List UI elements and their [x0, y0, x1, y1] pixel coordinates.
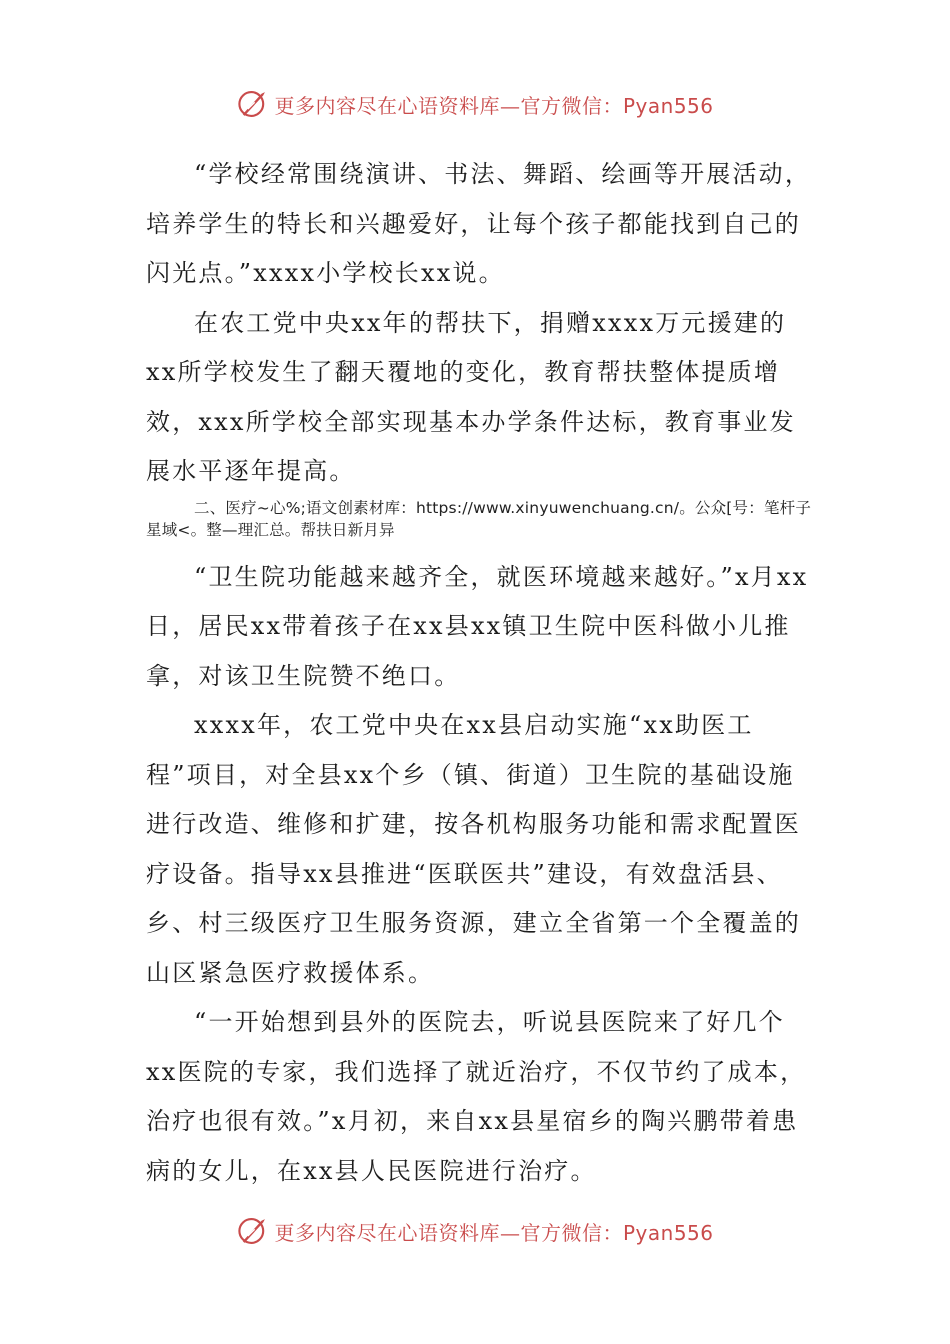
paragraph: “学校经常围绕演讲、书法、舞蹈、绘画等开展活动，培养学生的特长和兴趣爱好，让每个孩子都能找到自己的闪光点。”xxxx小学校长xx说。 — [146, 160, 812, 287]
wechat-id: Pyan556 — [622, 1220, 714, 1245]
section-heading-note: 二、医疗~心%;语文创素材库：https://www.xinyuwenchuang.cn/。公众[号：笔杆子星域<。整—理汇总。帮扶日新月异 — [146, 498, 812, 539]
quill-pen-logo-icon — [236, 1214, 270, 1248]
paragraph: xxxx年，农工党中央在xx县启动实施“xx助医工程”项目，对全县xx个乡（镇、街道）卫生院的基础设施进行改造、维修和扩建，按各机构服务功能和需求配置医疗设备。指导xx县推进“医联医共”建设，有效盘活县、乡、村三级医疗卫生服务资源，建立全省第一个全覆盖的山区紧急医疗救援体系。 — [146, 711, 801, 987]
paragraph: “一开始想到县外的医院去，听说县医院来了好几个xx医院的专家，我们选择了就近治疗，不仅节约了成本，治疗也很有效。”x月初，来自xx县星宿乡的陶兴鹏带着患病的女儿，在xx县人民医院进行治疗。 — [146, 1008, 807, 1185]
banner-slogan: 更多内容尽在心语资料库—官方微信： — [274, 1220, 623, 1245]
header-banner — [0, 84, 950, 124]
banner-text — [274, 90, 713, 119]
wechat-id: Pyan556 — [622, 93, 714, 118]
paragraph: 在农工党中央xx年的帮扶下，捐赠xxxx万元援建的xx所学校发生了翻天覆地的变化，教育帮扶整体提质增效，xxx所学校全部实现基本办学条件达标，教育事业发展水平逐年提高。 — [146, 308, 796, 485]
paragraph: “卫生院功能越来越齐全，就医环境越来越好。”x月xx日，居民xx带着孩子在xx县xx镇卫生院中医科做小儿推拿，对该卫生院赞不绝口。 — [146, 562, 809, 690]
banner-text — [274, 1217, 713, 1246]
quill-pen-logo-icon — [236, 87, 270, 121]
footer-banner — [0, 1211, 950, 1251]
banner-slogan: 更多内容尽在心语资料库—官方微信： — [274, 93, 623, 118]
document-body — [146, 150, 812, 1196]
